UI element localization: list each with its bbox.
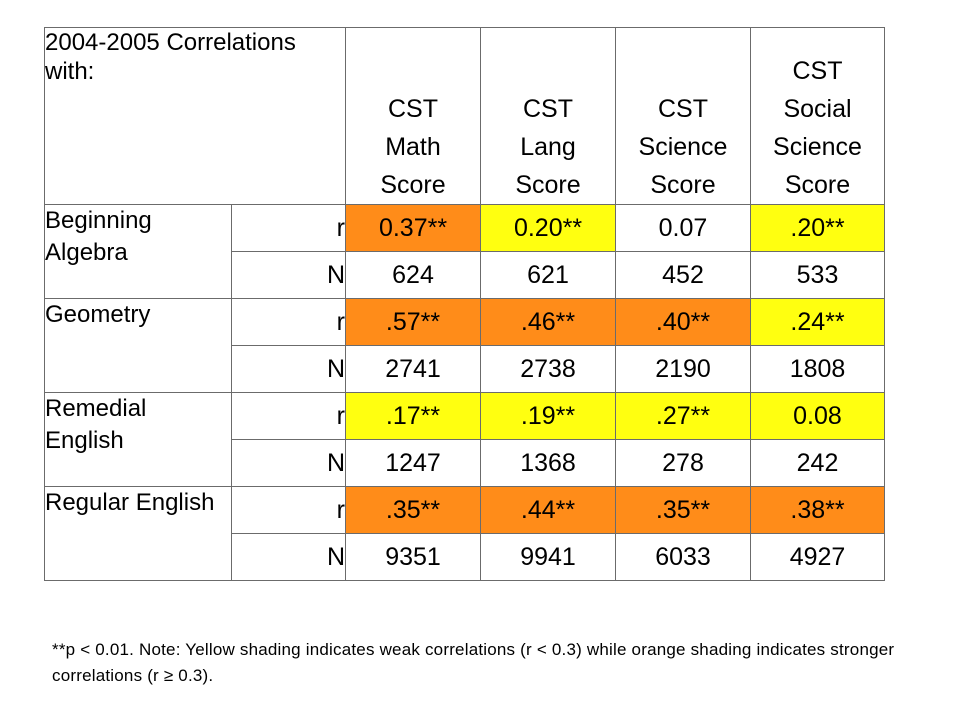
stat-label: r bbox=[232, 487, 346, 534]
value-cell: .20** bbox=[751, 205, 885, 252]
value-cell: 0.08 bbox=[751, 393, 885, 440]
col-header-cst-math bbox=[346, 28, 481, 205]
stat-label: N bbox=[232, 534, 346, 581]
stat-label: N bbox=[232, 440, 346, 487]
footnote: **p < 0.01. Note: Yellow shading indicates weak correlations (r < 0.3) while orange shading indicates stronger correlations (r ≥ 0.3). bbox=[52, 640, 895, 685]
col-header-cst-lang bbox=[481, 28, 616, 205]
course-label: Beginning Algebra bbox=[45, 205, 232, 299]
col-header-line: Science bbox=[773, 133, 862, 161]
value-cell: 1247 bbox=[346, 440, 481, 487]
value-cell: 2738 bbox=[481, 346, 616, 393]
value-cell: 1808 bbox=[751, 346, 885, 393]
stat-label: N bbox=[232, 346, 346, 393]
value-cell: 242 bbox=[751, 440, 885, 487]
col-header-cst-social-science bbox=[751, 28, 885, 205]
value-cell: 6033 bbox=[616, 534, 751, 581]
value-cell: .19** bbox=[481, 393, 616, 440]
value-cell: .46** bbox=[481, 299, 616, 346]
value-cell: 4927 bbox=[751, 534, 885, 581]
value-cell: .40** bbox=[616, 299, 751, 346]
value-cell: 9941 bbox=[481, 534, 616, 581]
course-label: Geometry bbox=[45, 299, 232, 393]
value-cell: 0.20** bbox=[481, 205, 616, 252]
value-cell: .35** bbox=[346, 487, 481, 534]
header-row bbox=[45, 28, 885, 205]
col-header-line: Score bbox=[650, 171, 716, 199]
stat-label: r bbox=[232, 205, 346, 252]
stat-label: N bbox=[232, 252, 346, 299]
col-header-line: Score bbox=[380, 171, 446, 199]
col-header-cst-science bbox=[616, 28, 751, 205]
course-label: Regular English bbox=[45, 487, 232, 581]
table-row bbox=[45, 205, 885, 252]
value-cell: 0.37** bbox=[346, 205, 481, 252]
value-cell: 624 bbox=[346, 252, 481, 299]
col-header-line: CST bbox=[792, 57, 843, 85]
col-header-line: CST bbox=[523, 95, 573, 123]
col-header-line: Science bbox=[638, 133, 728, 161]
col-header-line: CST bbox=[388, 95, 438, 123]
value-cell: .57** bbox=[346, 299, 481, 346]
table-row bbox=[45, 393, 885, 440]
value-cell: 9351 bbox=[346, 534, 481, 581]
value-cell: 2190 bbox=[616, 346, 751, 393]
value-cell: 621 bbox=[481, 252, 616, 299]
table-row bbox=[45, 487, 885, 534]
value-cell: 2741 bbox=[346, 346, 481, 393]
table-title: 2004-2005 Correlations with: bbox=[45, 28, 346, 205]
value-cell: .24** bbox=[751, 299, 885, 346]
correlation-table bbox=[44, 27, 885, 581]
value-cell: 1368 bbox=[481, 440, 616, 487]
stat-label: r bbox=[232, 299, 346, 346]
value-cell: 0.07 bbox=[616, 205, 751, 252]
course-label: Remedial English bbox=[45, 393, 232, 487]
col-header-line: Score bbox=[784, 171, 851, 199]
table-row bbox=[45, 299, 885, 346]
value-cell: .38** bbox=[751, 487, 885, 534]
value-cell: 533 bbox=[751, 252, 885, 299]
value-cell: .17** bbox=[346, 393, 481, 440]
value-cell: 278 bbox=[616, 440, 751, 487]
value-cell: .44** bbox=[481, 487, 616, 534]
value-cell: 452 bbox=[616, 252, 751, 299]
col-header-line: Score bbox=[515, 171, 581, 199]
col-header-line: Math bbox=[385, 133, 441, 161]
stat-label: r bbox=[232, 393, 346, 440]
value-cell: .35** bbox=[616, 487, 751, 534]
col-header-line: CST bbox=[658, 95, 708, 123]
col-header-line: Lang bbox=[520, 133, 576, 161]
value-cell: .27** bbox=[616, 393, 751, 440]
col-header-line: Social bbox=[783, 95, 852, 123]
